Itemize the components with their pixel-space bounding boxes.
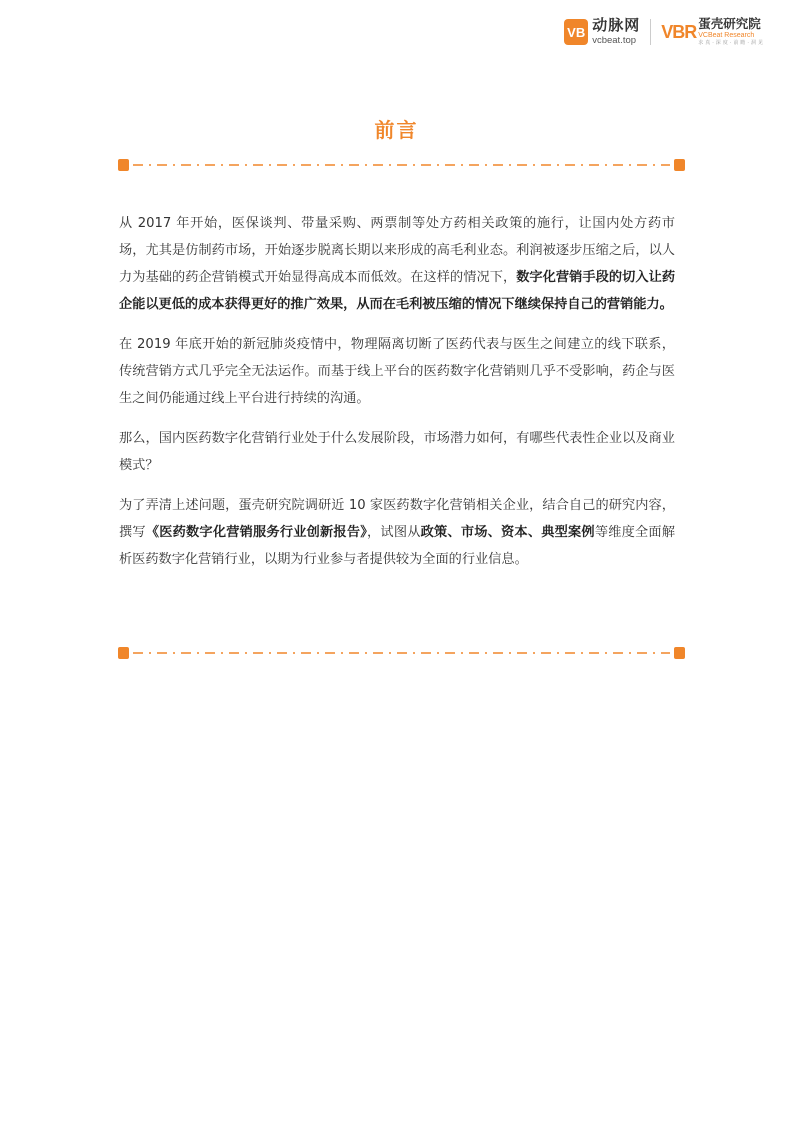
paragraph-text: 等维度全面解析医药数字化营销行业，以期为行业参与者提供较为全面的行业信息。: [119, 525, 676, 567]
bottom-divider: [118, 647, 685, 659]
emphasis-text: 数字化营销手段的切入让药企能以更低的成本获得更好的推广效果，从而在毛利被压缩的情况下继续保持自己的营销能力。: [119, 270, 676, 312]
vbr-mark-icon: VBR: [661, 21, 697, 42]
emphasis-text: 政策、市场、资本、典型案例: [420, 525, 595, 540]
vcbeat-logo-cn: 动脉网: [592, 16, 641, 35]
paragraph: [119, 492, 675, 573]
vbr-logo-tagline: 求真·深度·前瞻·洞见: [698, 40, 765, 47]
paragraph: [119, 210, 675, 318]
vbr-logo: [661, 15, 765, 47]
preface-body: [119, 210, 675, 586]
vbr-logo-cn: 蛋壳研究院: [698, 15, 761, 31]
paragraph-text: 为了弄清上述问题，蛋壳研究院调研近 10 家医药数字化营销相关企业，结合自己的研究内容，撰写: [119, 498, 675, 540]
logo-separator: [650, 19, 651, 45]
paragraph-text: ，试图从: [367, 525, 421, 540]
paragraph-text: 在 2019 年底开始的新冠肺炎疫情中，物理隔离切断了医药代表与医生之间建立的线下联系，传统营销方式几乎完全无法运作。而基于线上平台的医药数字化营销则几乎不受影响，药企与医生之间仍能通过线上平台进行持续的沟通。: [119, 337, 675, 406]
paragraph: [119, 425, 675, 479]
page-title: 前言: [374, 118, 419, 142]
vbr-logo-en: VCBeat Research: [698, 32, 755, 40]
vcbeat-logo-url: vcbeat.top: [592, 35, 637, 47]
vcbeat-logo: [564, 18, 640, 46]
paragraph-text: 从 2017 年开始，医保谈判、带量采购、两票制等处方药相关政策的施行，让国内处方药市场，尤其是仿制药市场，开始逐步脱离长期以来形成的高毛利业态。利润被逐步压缩之后，以人力为基础的药企营销模式开始显得高成本而低效。在这样的情况下，: [119, 216, 675, 285]
emphasis-text: 《医药数字化营销服务行业创新报告》: [145, 525, 368, 540]
paragraph-text: 那么，国内医药数字化营销行业处于什么发展阶段，市场潜力如何，有哪些代表性企业以及商业模式？: [119, 431, 675, 473]
header-logos: [564, 12, 765, 52]
vb-badge-icon: VB: [564, 19, 588, 45]
top-divider: [118, 159, 685, 171]
paragraph: [119, 331, 675, 412]
